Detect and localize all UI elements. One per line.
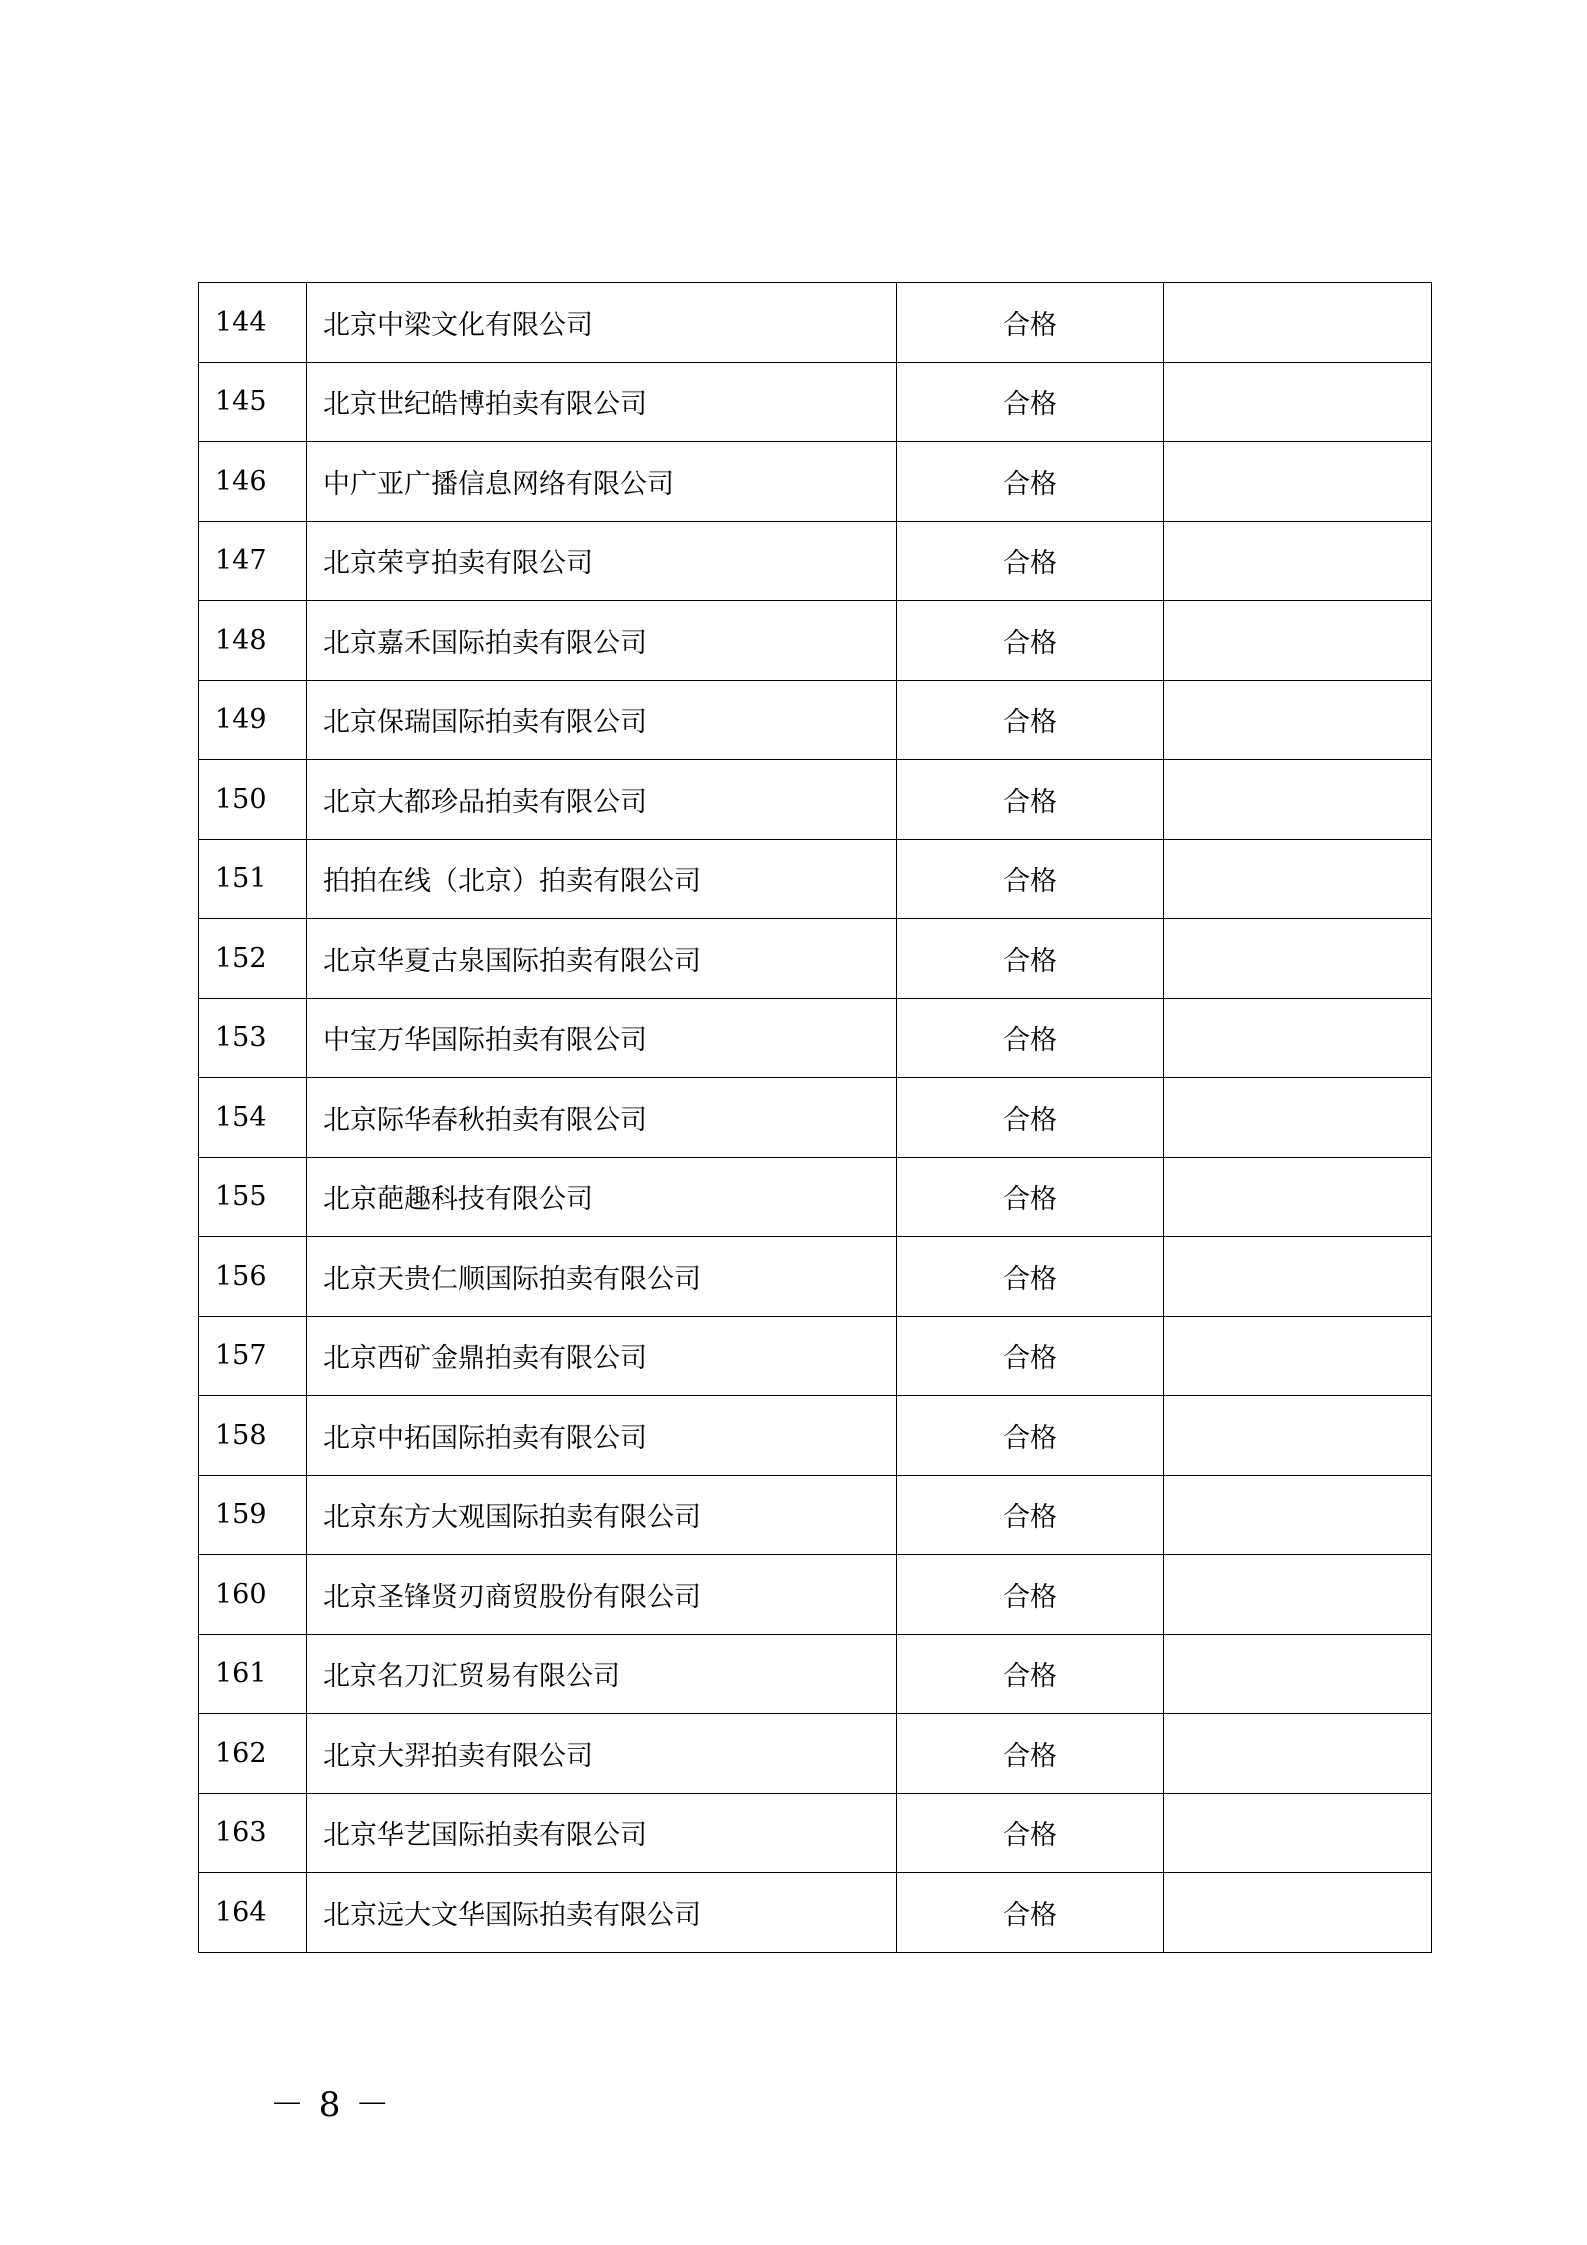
- row-number-cell: 158: [199, 1396, 307, 1476]
- inspection-result-cell: 合格: [897, 1475, 1164, 1555]
- table-row: [199, 1475, 1432, 1555]
- inspection-result-cell: 合格: [897, 283, 1164, 363]
- company-name-cell: 北京华夏古泉国际拍卖有限公司: [307, 919, 897, 999]
- inspection-result-cell: 合格: [897, 1714, 1164, 1794]
- remarks-cell: [1164, 998, 1432, 1078]
- row-number-cell: 152: [199, 919, 307, 999]
- table-row: [199, 442, 1432, 522]
- remarks-cell: [1164, 919, 1432, 999]
- company-name-cell: 北京保瑞国际拍卖有限公司: [307, 680, 897, 760]
- inspection-result-cell: 合格: [897, 442, 1164, 522]
- row-number-cell: 146: [199, 442, 307, 522]
- row-number-cell: 159: [199, 1475, 307, 1555]
- row-number-cell: 153: [199, 998, 307, 1078]
- remarks-cell: [1164, 1316, 1432, 1396]
- row-number-cell: 151: [199, 839, 307, 919]
- table-row: [199, 283, 1432, 363]
- inspection-result-cell: 合格: [897, 1555, 1164, 1635]
- remarks-cell: [1164, 839, 1432, 919]
- company-name-cell: 北京华艺国际拍卖有限公司: [307, 1793, 897, 1873]
- inspection-result-cell: 合格: [897, 362, 1164, 442]
- inspection-result-cell: 合格: [897, 601, 1164, 681]
- table-row: [199, 1237, 1432, 1317]
- company-name-cell: 北京名刀汇贸易有限公司: [307, 1634, 897, 1714]
- remarks-cell: [1164, 1157, 1432, 1237]
- row-number-cell: 155: [199, 1157, 307, 1237]
- remarks-cell: [1164, 1714, 1432, 1794]
- company-name-cell: 北京圣锋贤刃商贸股份有限公司: [307, 1555, 897, 1635]
- remarks-cell: [1164, 521, 1432, 601]
- row-number-cell: 145: [199, 362, 307, 442]
- remarks-cell: [1164, 1396, 1432, 1476]
- table-body: [199, 283, 1432, 1953]
- row-number-cell: 147: [199, 521, 307, 601]
- remarks-cell: [1164, 283, 1432, 363]
- inspection-result-cell: 合格: [897, 1157, 1164, 1237]
- company-name-cell: 北京东方大观国际拍卖有限公司: [307, 1475, 897, 1555]
- row-number-cell: 163: [199, 1793, 307, 1873]
- remarks-cell: [1164, 680, 1432, 760]
- company-name-cell: 北京天贵仁顺国际拍卖有限公司: [307, 1237, 897, 1317]
- inspection-result-cell: 合格: [897, 839, 1164, 919]
- inspection-result-cell: 合格: [897, 521, 1164, 601]
- table-row: [199, 1873, 1432, 1953]
- remarks-cell: [1164, 362, 1432, 442]
- table-row: [199, 1793, 1432, 1873]
- row-number-cell: 148: [199, 601, 307, 681]
- table-row: [199, 998, 1432, 1078]
- table-row: [199, 1555, 1432, 1635]
- remarks-cell: [1164, 1793, 1432, 1873]
- table-row: [199, 1316, 1432, 1396]
- inspection-result-cell: 合格: [897, 1634, 1164, 1714]
- remarks-cell: [1164, 1237, 1432, 1317]
- row-number-cell: 160: [199, 1555, 307, 1635]
- company-inspection-table: [198, 282, 1432, 1953]
- remarks-cell: [1164, 1634, 1432, 1714]
- remarks-cell: [1164, 760, 1432, 840]
- company-name-cell: 北京远大文华国际拍卖有限公司: [307, 1873, 897, 1953]
- company-name-cell: 北京嘉禾国际拍卖有限公司: [307, 601, 897, 681]
- remarks-cell: [1164, 601, 1432, 681]
- table-row: [199, 1714, 1432, 1794]
- company-name-cell: 北京世纪皓博拍卖有限公司: [307, 362, 897, 442]
- company-name-cell: 中广亚广播信息网络有限公司: [307, 442, 897, 522]
- table-row: [199, 1078, 1432, 1158]
- inspection-result-cell: 合格: [897, 1237, 1164, 1317]
- company-name-cell: 北京际华春秋拍卖有限公司: [307, 1078, 897, 1158]
- company-name-cell: 北京葩趣科技有限公司: [307, 1157, 897, 1237]
- inspection-result-cell: 合格: [897, 1396, 1164, 1476]
- table-row: [199, 680, 1432, 760]
- inspection-result-cell: 合格: [897, 1316, 1164, 1396]
- table-row: [199, 1634, 1432, 1714]
- table-row: [199, 760, 1432, 840]
- row-number-cell: 161: [199, 1634, 307, 1714]
- row-number-cell: 157: [199, 1316, 307, 1396]
- table-row: [199, 521, 1432, 601]
- row-number-cell: 150: [199, 760, 307, 840]
- company-name-cell: 北京荣亨拍卖有限公司: [307, 521, 897, 601]
- remarks-cell: [1164, 1873, 1432, 1953]
- inspection-result-cell: 合格: [897, 680, 1164, 760]
- company-name-cell: 北京大都珍品拍卖有限公司: [307, 760, 897, 840]
- company-name-cell: 中宝万华国际拍卖有限公司: [307, 998, 897, 1078]
- table-row: [199, 839, 1432, 919]
- remarks-cell: [1164, 1078, 1432, 1158]
- inspection-result-cell: 合格: [897, 1793, 1164, 1873]
- table-row: [199, 1396, 1432, 1476]
- row-number-cell: 162: [199, 1714, 307, 1794]
- row-number-cell: 144: [199, 283, 307, 363]
- inspection-result-cell: 合格: [897, 1873, 1164, 1953]
- inspection-result-cell: 合格: [897, 1078, 1164, 1158]
- remarks-cell: [1164, 1555, 1432, 1635]
- remarks-cell: [1164, 442, 1432, 522]
- company-name-cell: 北京中梁文化有限公司: [307, 283, 897, 363]
- page-number: － 8 －: [270, 2085, 392, 2125]
- row-number-cell: 156: [199, 1237, 307, 1317]
- row-number-cell: 164: [199, 1873, 307, 1953]
- inspection-result-cell: 合格: [897, 919, 1164, 999]
- row-number-cell: 154: [199, 1078, 307, 1158]
- inspection-result-cell: 合格: [897, 998, 1164, 1078]
- remarks-cell: [1164, 1475, 1432, 1555]
- company-name-cell: 北京大羿拍卖有限公司: [307, 1714, 897, 1794]
- company-name-cell: 北京中拓国际拍卖有限公司: [307, 1396, 897, 1476]
- table-row: [199, 601, 1432, 681]
- table-row: [199, 1157, 1432, 1237]
- table-row: [199, 362, 1432, 442]
- inspection-result-cell: 合格: [897, 760, 1164, 840]
- table-row: [199, 919, 1432, 999]
- company-name-cell: 拍拍在线（北京）拍卖有限公司: [307, 839, 897, 919]
- row-number-cell: 149: [199, 680, 307, 760]
- company-name-cell: 北京西矿金鼎拍卖有限公司: [307, 1316, 897, 1396]
